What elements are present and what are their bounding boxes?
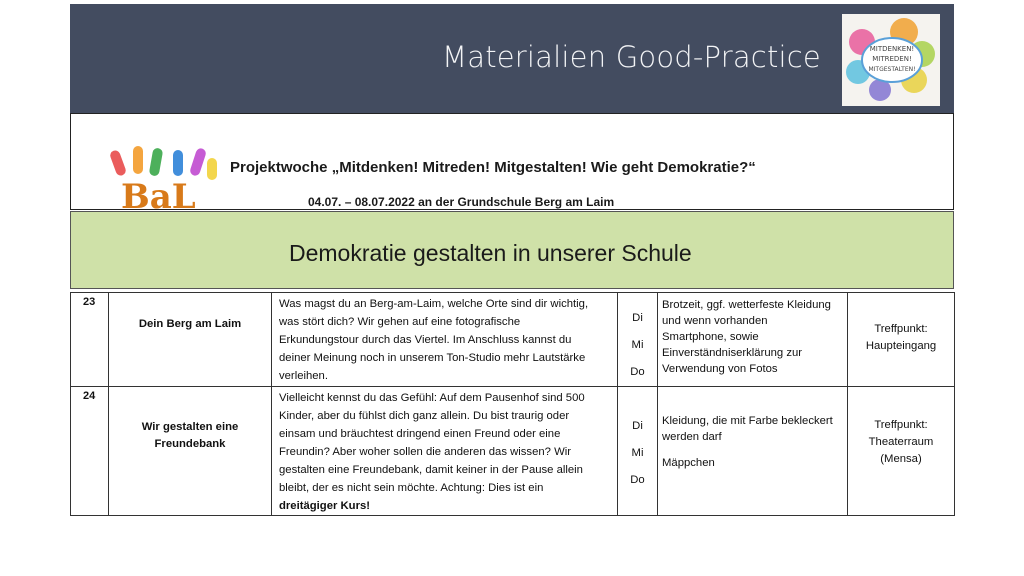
material-line: und wenn vorhanden [662, 315, 768, 327]
logo-line-2: MITREDEN! [872, 55, 912, 63]
day-label: Mi [631, 339, 644, 351]
section-band [70, 211, 954, 289]
material-line: Smartphone, sowie [662, 331, 759, 343]
description-line: gestalten eine Freundebank, damit keiner in der Pause allein [279, 464, 583, 476]
material-line: Verwendung von Fotos [662, 363, 778, 375]
course-days [618, 387, 658, 516]
material-line: Brotzeit, ggf. wetterfeste Kleidung [662, 299, 831, 311]
meeting-line: (Mensa) [880, 453, 922, 465]
description-line: was stört dich? Wir gehen auf eine fotografische [279, 316, 521, 328]
meeting-line: Treffpunkt: [874, 323, 928, 335]
speech-bubbles-logo [842, 14, 940, 106]
course-days [618, 293, 658, 387]
table-row [71, 387, 955, 516]
description-line: deiner Meinung noch in unserem Ton-Studio mehr Lautstärke [279, 352, 586, 364]
course-meeting-point [848, 387, 955, 516]
course-materials [658, 387, 848, 516]
course-description [272, 387, 618, 516]
course-name [109, 293, 272, 387]
courses-table [70, 292, 955, 516]
material-line: Einverständniserklärung zur [662, 347, 803, 359]
bal-logo-text: BaL [121, 177, 196, 210]
day-label: Do [630, 366, 645, 378]
course-number: 23 [71, 293, 109, 387]
description-line: Vielleicht kennst du das Gefühl: Auf dem Pausenhof sind 500 [279, 392, 585, 404]
slide-title: Materialien Good-Practice [442, 40, 821, 74]
material-line: werden darf [662, 431, 722, 443]
course-name-text: Dein Berg am Laim [138, 318, 242, 330]
logo-line-3: MITGESTALTEN! [868, 66, 916, 73]
table-row [71, 293, 955, 387]
course-meeting-point [848, 293, 955, 387]
description-line: Freundin? Aber woher sollen die anderen das wissen? Wir [279, 446, 571, 458]
description-line: Was magst du an Berg-am-Laim, welche Orte sind dir wichtig, [279, 298, 589, 310]
description-emphasis: dreitägiger Kurs! [279, 500, 371, 512]
project-title: Projektwoche „Mitdenken! Mitreden! Mitgestalten! Wie geht Demokratie?“ [230, 159, 756, 176]
material-line: Mäppchen [662, 457, 715, 469]
section-title: Demokratie gestalten in unserer Schule [289, 240, 692, 266]
course-name [109, 387, 272, 516]
course-name-text: Wir gestalten eine Freundebank [141, 421, 239, 450]
slide-header [70, 4, 954, 113]
description-line: bleibt, der es nicht sein möchte. Achtung: Dies ist ein [279, 482, 544, 494]
day-label: Di [632, 420, 643, 432]
meeting-line: Theaterraum [868, 436, 934, 448]
course-materials [658, 293, 848, 387]
material-line: Kleidung, die mit Farbe bekleckert [662, 415, 833, 427]
course-number: 24 [71, 387, 109, 516]
day-label: Di [632, 312, 643, 324]
logo-line-1: MITDENKEN! [869, 45, 915, 53]
meeting-line: Treffpunkt: [874, 419, 928, 431]
project-banner [70, 113, 954, 210]
description-line: Erkundungstour durch das Viertel. Im Anschluss kannst du [279, 334, 572, 346]
description-line: verleihen. [279, 370, 328, 382]
description-line: einsam und bräuchtest dringend einen Freund oder eine [279, 428, 561, 440]
school-hands-logo [107, 144, 225, 210]
project-date: 04.07. – 08.07.2022 an der Grundschule Berg am Laim [308, 195, 615, 209]
day-label: Do [630, 474, 645, 486]
speech-bubbles-icon [842, 14, 940, 106]
day-label: Mi [631, 447, 644, 459]
description-line: Kinder, aber du fühlst dich ganz allein. Du bist traurig oder [279, 410, 570, 422]
meeting-line: Haupteingang [865, 340, 937, 352]
course-description [272, 293, 618, 387]
